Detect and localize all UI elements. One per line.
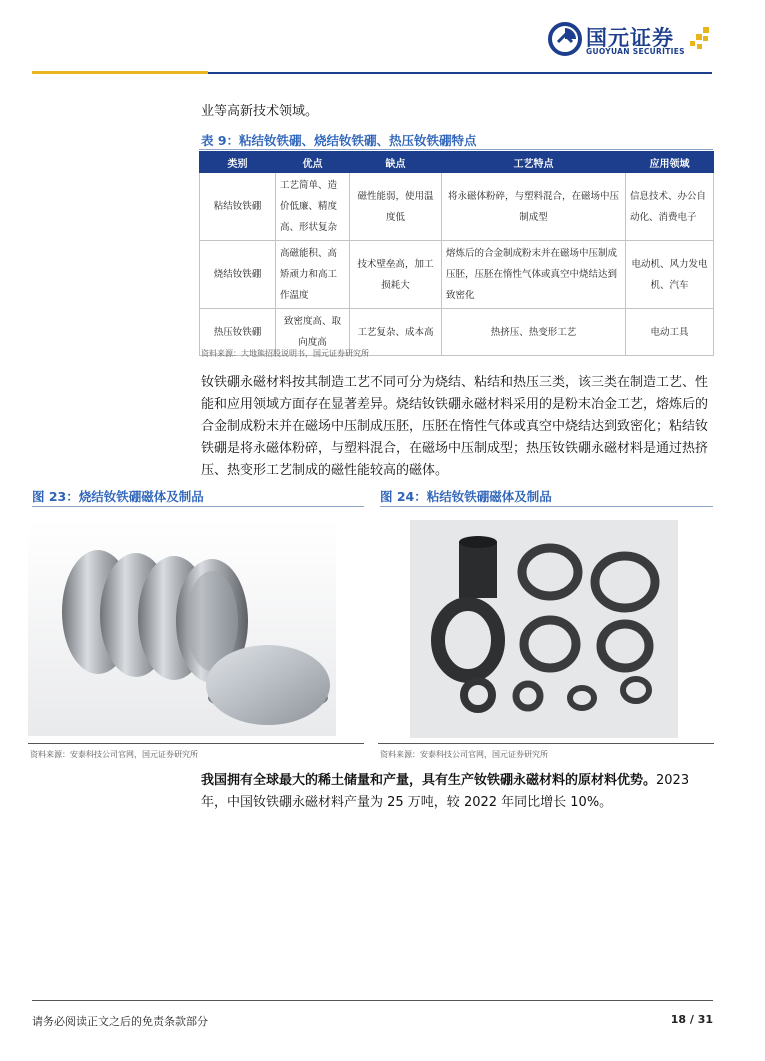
key-finding-text: 我国拥有全球最大的稀土储量和产量，具有生产钕铁硼永磁材料的原材料优势。 xyxy=(201,773,657,788)
cell-process: 熔炼后的合金制成粉末并在磁场中压制成压胚，压胚在惰性气体或真空中烧结达到致密化 xyxy=(442,241,626,309)
cell-process: 将永磁体粉碎，与塑料混合，在磁场中压制成型 xyxy=(442,173,626,241)
body-paragraph: 钕铁硼永磁材料按其制造工艺不同可分为烧结、粘结和热压三类，该三类在制造工艺、性能和应用领域方面存在显著差异。烧结钕铁硼永磁材料采用的是粉末冶金工艺，熔炼后的合金制成粉末并在磁场中压制成压胚，压胚在惰性气体或真空中烧结达到致密化；粘结钕铁硼是将永磁体粉碎，与塑料混合，在磁场中压制成型；热压钕铁硼永磁材料是通过热挤压、热变形工艺制成的磁性能较高的磁体。 xyxy=(201,375,709,478)
cell-type: 烧结钕铁硼 xyxy=(200,241,276,309)
column-header: 工艺特点 xyxy=(442,152,626,173)
bonded-magnet-rings-photo xyxy=(410,520,678,738)
footer-rule xyxy=(32,1000,713,1001)
cell-apps: 电动机、风力发电机、汽车 xyxy=(626,241,714,309)
cell-pros: 高磁能积、高矫顽力和高工作温度 xyxy=(276,241,350,309)
ndfeb-comparison-table xyxy=(199,151,714,356)
figure-24-title: 图 24：粘结钕铁硼磁体及制品 xyxy=(380,489,552,504)
cell-cons: 磁性能弱，使用温度低 xyxy=(350,173,442,241)
cell-pros: 致密度高、取向度高 xyxy=(276,309,350,356)
header-rule-blue xyxy=(208,72,712,74)
guoyuan-logo-icon xyxy=(548,22,582,56)
table-source: 资料来源：大地熊招股说明书，国元证券研究所 xyxy=(201,349,369,358)
footer-disclaimer: 请务必阅读正文之后的免责条款部分 xyxy=(32,1015,208,1028)
table-title: 表 9：粘结钕铁硼、烧结钕铁硼、热压钕铁硼特点 xyxy=(201,133,477,148)
column-header: 缺点 xyxy=(350,152,442,173)
cell-type: 粘结钕铁硼 xyxy=(200,173,276,241)
figure-24-source: 资料来源：安泰科技公司官网，国元证券研究所 xyxy=(380,750,548,759)
body-paragraph xyxy=(201,770,715,814)
production-stat-text: 2023 年，中国钕铁硼永磁材料产量为 25 万吨，较 2022 年同比增长 10%。 xyxy=(201,773,690,810)
cell-process: 热挤压、热变形工艺 xyxy=(442,309,626,356)
figure-bottom-rule xyxy=(28,743,364,744)
cell-type: 热压钕铁硼 xyxy=(200,309,276,356)
table-title-rule xyxy=(199,149,713,150)
figure-title-rule xyxy=(32,506,364,507)
logo-dots-icon xyxy=(688,27,712,53)
cell-cons: 技术壁垒高，加工损耗大 xyxy=(350,241,442,309)
brand-name-cn: 国元证券 xyxy=(586,26,674,50)
brand-name-en: GUOYUAN SECURITIES xyxy=(586,47,685,56)
figure-bottom-rule xyxy=(378,743,714,744)
table-header-row xyxy=(200,152,714,173)
sintered-magnet-photo xyxy=(28,520,336,736)
column-header: 应用领域 xyxy=(626,152,714,173)
figure-23-title: 图 23：烧结钕铁硼磁体及制品 xyxy=(32,489,204,504)
cell-apps: 信息技术、办公自动化、消费电子 xyxy=(626,173,714,241)
cell-apps: 电动工具 xyxy=(626,309,714,356)
header-rule-gold xyxy=(32,71,208,74)
page-number: 18 / 31 xyxy=(670,1013,713,1026)
intro-paragraph-tail: 业等高新技术领域。 xyxy=(201,104,319,119)
cell-pros: 工艺简单、造价低廉、精度高、形状复杂 xyxy=(276,173,350,241)
cell-cons: 工艺复杂、成本高 xyxy=(350,309,442,356)
column-header: 类别 xyxy=(200,152,276,173)
figure-title-rule xyxy=(380,506,713,507)
figure-23-source: 资料来源：安泰科技公司官网，国元证券研究所 xyxy=(30,750,198,759)
column-header: 优点 xyxy=(276,152,350,173)
table-row xyxy=(200,241,714,309)
table-row xyxy=(200,173,714,241)
